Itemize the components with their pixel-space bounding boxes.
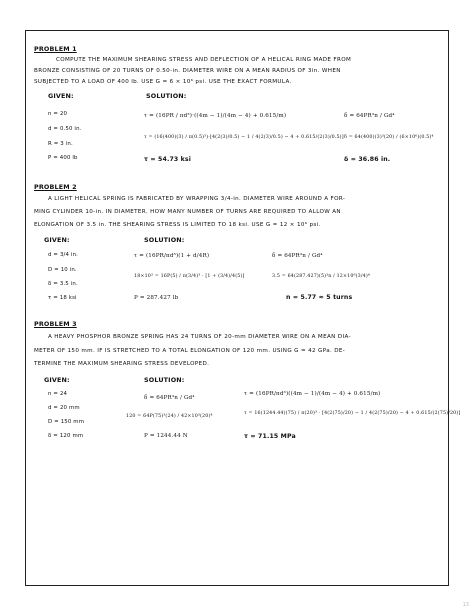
problem-3-deflection-formula: δ = 64PR³n / Gd⁴ xyxy=(144,395,195,401)
problem-1-statement-line-1: COMPUTE THE MAXIMUM SHEARING STRESS AND DEFLECTION OF A HELICAL RING MADE FROM xyxy=(56,57,352,63)
problem-3-given-diameter: D = 150 mm xyxy=(48,419,85,425)
problem-2-turns-answer: n = 5.77 ≈ 5 turns xyxy=(286,294,353,301)
page-number: 13 xyxy=(462,602,469,608)
problem-1-title: PROBLEM 1 xyxy=(34,45,77,53)
problem-2-stress-formula: τ = (16PR/πd³)(1 + d/4R) xyxy=(134,253,210,259)
problem-1-given-n: n = 20 xyxy=(48,111,68,117)
problem-1-statement-line-3: SUBJECTED TO A LOAD OF 400 lb. USE G = 6 × 10⁶ psi. USE THE EXACT FORMULA. xyxy=(34,79,292,85)
problem-1-deflection-formula: δ = 64PR³n / Gd⁴ xyxy=(344,113,395,119)
solution-sheet xyxy=(25,30,461,586)
problem-1-deflection-substitution: δ = 64(400)(3)³(20) / (6×10⁶)(0.5)⁴ xyxy=(344,135,434,140)
problem-3-load-result: P = 1244.44 N xyxy=(144,433,188,439)
problem-3-stress-answer: τ = 71.15 MPa xyxy=(244,433,296,440)
problem-3-statement-line-2: METER OF 150 mm. IF IS STRETCHED TO A TOTAL ELONGATION OF 120 mm. USING G = 42 GPa. DE- xyxy=(34,348,346,354)
problem-3-stress-formula: τ = (16PR/πd³)((4m − 1)/(4m − 4) + 0.615/m) xyxy=(244,391,381,397)
problem-2-given-diameter: D = 10 in. xyxy=(48,267,77,273)
problem-3-given-label: GIVEN: xyxy=(44,376,70,384)
problem-3-given-elongation: δ = 120 mm xyxy=(48,433,84,439)
problem-2-statement-line-3: ELONGATION OF 3.5 in. THE SHEARING STRESS IS LIMITED TO 18 ksi. USE G = 12 × 10⁶ psi. xyxy=(34,222,321,228)
problem-1-stress-formula: τ = (16PR / πd³)·((4m − 1)/(4m − 4) + 0.615/m) xyxy=(144,113,287,119)
problem-2-deflection-formula: δ = 64PR³n / Gd⁴ xyxy=(272,253,323,259)
problem-3-stress-substitution: τ = 16(1244.44)(75) / π(20)³ · [4(2(75)/20) − 1 / 4(2(75)/20) − 4 + 0.615/(2(75)/20)] xyxy=(244,411,461,416)
problem-2-load-result: P = 287.427 lb xyxy=(134,295,179,301)
problem-1-stress-answer: τ = 54.73 ksi xyxy=(144,156,192,163)
problem-3-statement-line-1: A HEAVY PHOSPHOR BRONZE SPRING HAS 24 TURNS OF 20-mm DIAMETER WIRE ON A MEAN DIA- xyxy=(48,334,351,340)
problem-3-title: PROBLEM 3 xyxy=(34,320,77,328)
problem-3-statement-line-3: TERMINE THE MAXIMUM SHEARING STRESS DEVELOPED. xyxy=(34,361,210,367)
problem-2-statement-line-2: MING CYLINDER 10-in. IN DIAMETER. HOW MANY NUMBER OF TURNS ARE REQUIRED TO ALLOW AN xyxy=(34,209,341,215)
problem-3-given-n: n = 24 xyxy=(48,391,68,397)
problem-2-deflection-substitution: 3.5 = 64(287.427)(5)³n / 12×10⁶(3/4)⁴ xyxy=(272,274,370,279)
problem-2-given-elongation: δ = 3.5 in. xyxy=(48,281,78,287)
problem-2-statement-line-1: A LIGHT HELICAL SPRING IS FABRICATED BY WRAPPING 3/4-in. DIAMETER WIRE AROUND A FOR- xyxy=(48,196,346,202)
problem-1-stress-substitution: τ = (16(400)(3) / π(0.5)³)·[4(2(3)/0.5) − 1 / 4(2(3)/0.5) − 4 + 0.615/(2(3)/0.5)] xyxy=(144,135,344,140)
problem-1-given-d: d = 0.50 in. xyxy=(48,126,82,132)
problem-1-solution-label: SOLUTION: xyxy=(146,92,187,100)
problem-1-given-p: P = 400 lb xyxy=(48,155,78,161)
problem-1-given-r: R = 3 in. xyxy=(48,141,73,147)
problem-1-given-label: GIVEN: xyxy=(48,92,74,100)
problem-2-solution-label: SOLUTION: xyxy=(144,236,185,244)
problem-3-solution-label: SOLUTION: xyxy=(144,376,185,384)
problem-1-statement-line-2: BRONZE CONSISTING OF 20 TURNS OF 0.50-in. DIAMETER WIRE ON A MEAN RADIUS OF 3in. WHEN xyxy=(34,68,341,74)
problem-2-stress-substitution: 18×10³ = 16P(5) / π(3/4)³ · [1 + (3/4)/4(5)] xyxy=(134,274,245,279)
problem-2-given-stress: τ = 18 ksi xyxy=(48,295,77,301)
problem-3-given-d: d = 20 mm xyxy=(48,405,80,411)
problem-3-deflection-substitution: 120 = 64P(75)³(24) / 42×10³(20)⁴ xyxy=(126,414,213,419)
problem-2-title: PROBLEM 2 xyxy=(34,183,77,191)
problem-1-deflection-answer: δ = 36.86 in. xyxy=(344,156,391,163)
problem-2-given-label: GIVEN: xyxy=(44,236,70,244)
problem-2-given-d: d = 3/4 in. xyxy=(48,252,79,258)
